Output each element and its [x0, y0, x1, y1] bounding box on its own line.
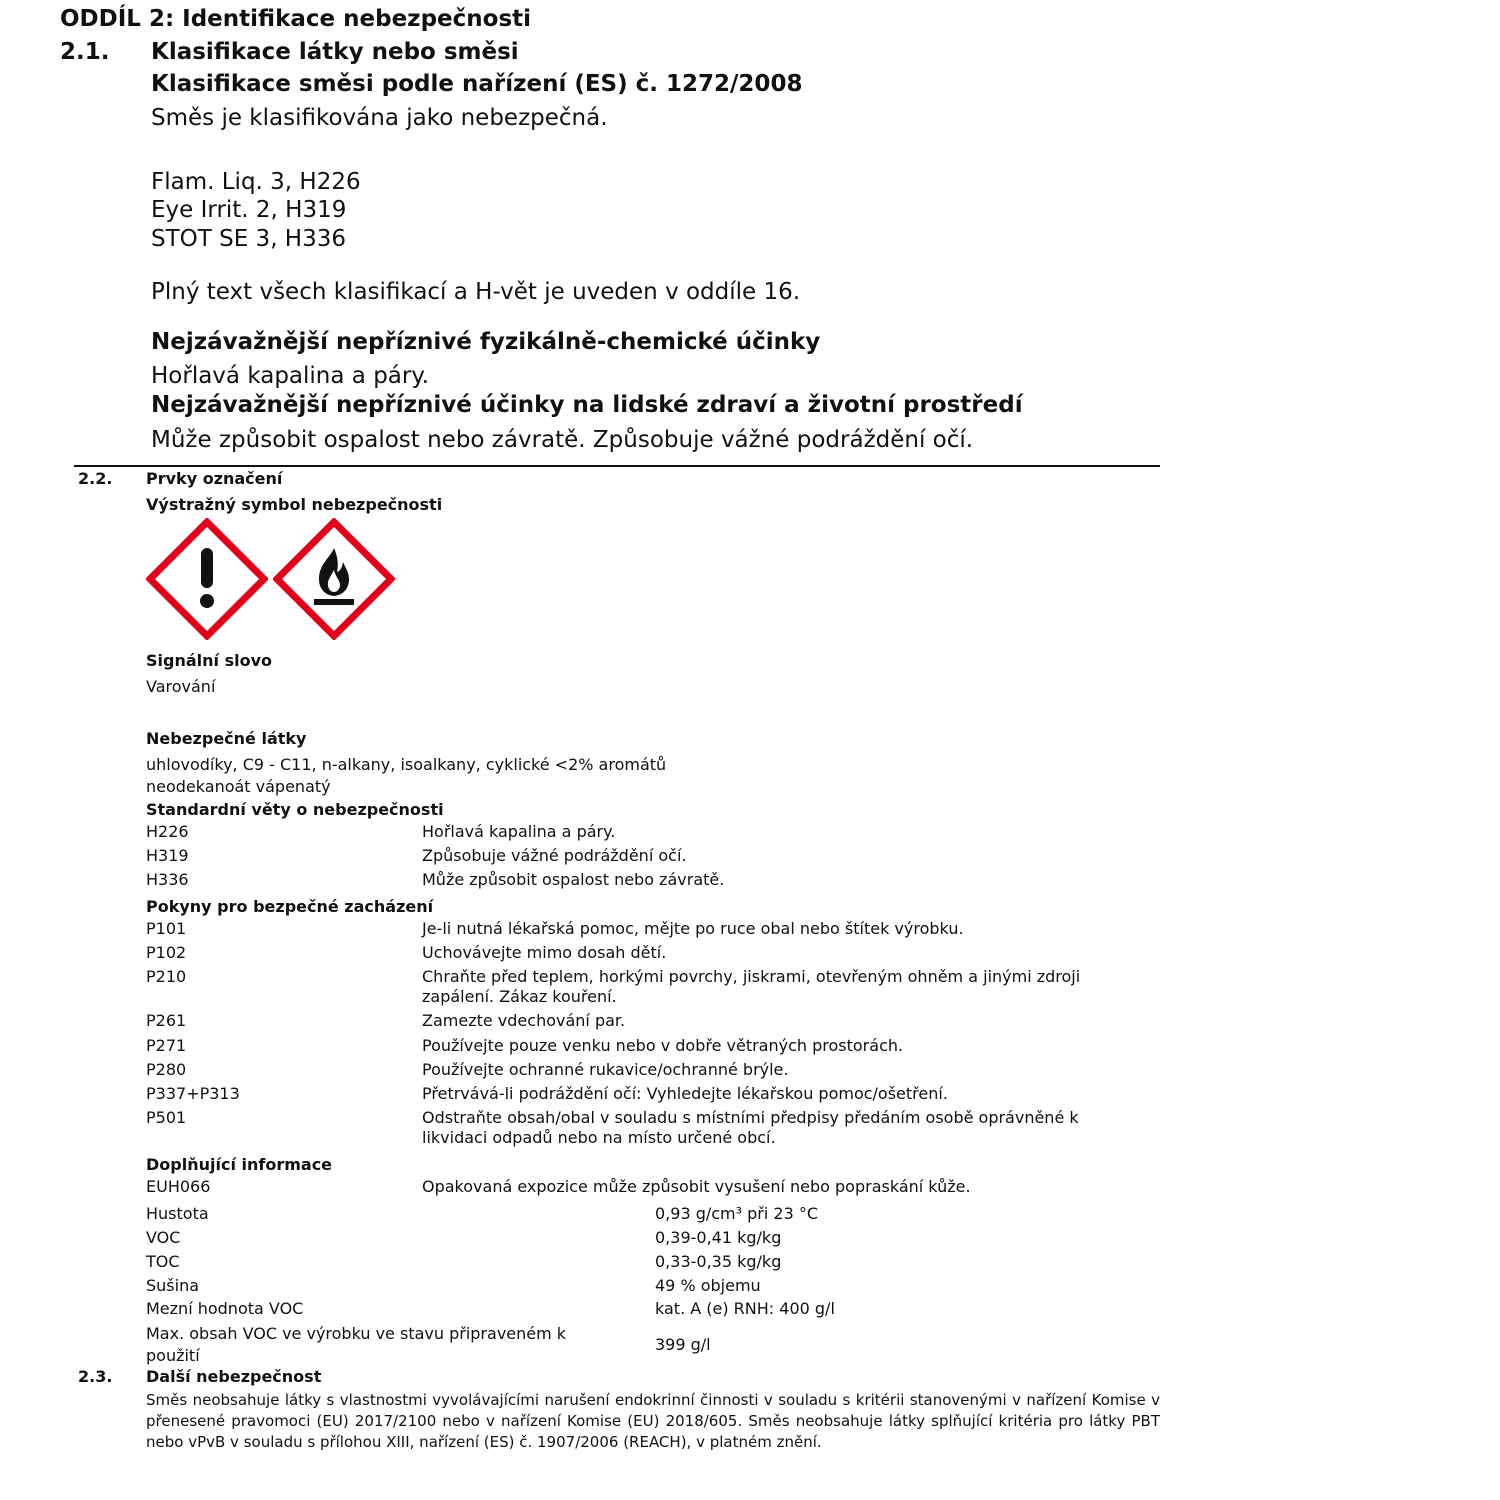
p-code: P280	[146, 1060, 187, 1079]
s21-subtitle: Klasifikace směsi podle nařízení (ES) č. 1272/2008	[151, 71, 803, 97]
p-code: P337+P313	[146, 1084, 240, 1103]
s21-intro: Směs je klasifikována jako nebezpečná.	[151, 105, 608, 131]
section-title: ODDÍL 2: Identifikace nebezpečnosti	[60, 6, 532, 32]
p-text: Používejte pouze venku nebo v dobře větraných prostorách.	[422, 1036, 904, 1055]
property-value: kat. A (e) RNH: 400 g/l	[655, 1299, 835, 1318]
s22-title: Prvky označení	[146, 469, 283, 488]
full-text-note: Plný text všech klasifikací a H-vět je uveden v oddíle 16.	[151, 279, 801, 305]
substance-item: uhlovodíky, C9 - C11, n-alkany, isoalkany, cyklické <2% aromátů	[146, 755, 667, 774]
p-code: P501	[146, 1108, 187, 1127]
p-code: P261	[146, 1011, 187, 1030]
property-label: Sušina	[146, 1276, 200, 1295]
property-label: TOC	[146, 1252, 180, 1271]
h-statements-heading: Standardní věty o nebezpečnosti	[146, 800, 444, 819]
s23-number: 2.3.	[78, 1367, 113, 1386]
physchem-heading: Nejzávažnější nepříznivé fyzikálně-chemické účinky	[151, 329, 821, 355]
h-text: Způsobuje vážné podráždění očí.	[422, 846, 687, 865]
s23-text: Směs neobsahuje látky s vlastnostmi vyvolávajícími narušení endokrinní činnosti v souladu s kritérii stanovenými v nařízení Komise v přenesené pravomoci (EU) 2017/2100 nebo v nařízení Komise (EU) 2018/605. Směs neobsahuje látky splňující kritéria pro látky PBT nebo vPvB v souladu s přílohou XIII, nařízení (ES) č. 1907/2006 (REACH), v platném znění.	[146, 1391, 1160, 1451]
p-code: P101	[146, 919, 187, 938]
p-text: Přetrvává-li podráždění očí: Vyhledejte lékařskou pomoc/ošetření.	[422, 1084, 948, 1103]
property-label: VOC	[146, 1228, 181, 1247]
p-text: Uchovávejte mimo dosah dětí.	[422, 943, 667, 962]
health-text: Může způsobit ospalost nebo závratě. Způsobuje vážné podráždění očí.	[151, 427, 974, 453]
p-text: Odstraňte obsah/obal v souladu s místními předpisy předáním osobě oprávněné k likvidaci odpadů nebo na místo určené obcí.	[422, 1108, 1079, 1147]
s21-title: Klasifikace látky nebo směsi	[151, 39, 519, 65]
classification-item: Flam. Liq. 3, H226	[151, 169, 361, 195]
property-label: Mezní hodnota VOC	[146, 1299, 304, 1318]
substance-item: neodekanoát vápenatý	[146, 777, 331, 796]
h-code: H319	[146, 846, 189, 865]
physchem-text: Hořlavá kapalina a páry.	[151, 363, 429, 389]
s23-title: Další nebezpečnost	[146, 1367, 322, 1386]
signal-heading: Signální slovo	[146, 651, 272, 670]
h-code: H226	[146, 822, 189, 841]
property-label: Max. obsah VOC ve výrobku ve stavu připraveném k použití	[146, 1324, 567, 1365]
s21-number: 2.1.	[60, 39, 110, 65]
symbol-heading: Výstražný symbol nebezpečnosti	[146, 495, 443, 514]
s22-number: 2.2.	[78, 469, 113, 488]
classification-item: Eye Irrit. 2, H319	[151, 197, 347, 223]
health-heading: Nejzávažnější nepříznivé účinky na lidské zdraví a životní prostředí	[151, 392, 1023, 418]
property-label: Hustota	[146, 1204, 209, 1223]
property-value: 0,93 g/cm³ při 23 °C	[655, 1204, 819, 1223]
p-text: Je-li nutná lékařská pomoc, mějte po ruce obal nebo štítek výrobku.	[422, 919, 964, 938]
p-code: P102	[146, 943, 187, 962]
property-value: 49 % objemu	[655, 1276, 761, 1295]
property-value: 0,39-0,41 kg/kg	[655, 1228, 782, 1247]
p-code: P271	[146, 1036, 187, 1055]
p-code: P210	[146, 967, 187, 986]
p-text: Chraňte před teplem, horkými povrchy, jiskrami, otevřeným ohněm a jinými zdroji zapálení. Zákaz kouření.	[422, 967, 1081, 1006]
ghs02-flame-icon	[273, 518, 395, 640]
euh-text: Opakovaná expozice může způsobit vysušení nebo popraskání kůže.	[422, 1177, 971, 1196]
classification-item: STOT SE 3, H336	[151, 226, 347, 252]
p-text: Používejte ochranné rukavice/ochranné brýle.	[422, 1060, 789, 1079]
h-text: Může způsobit ospalost nebo závratě.	[422, 870, 725, 889]
property-value: 399 g/l	[655, 1335, 711, 1354]
p-text: Zamezte vdechování par.	[422, 1011, 626, 1030]
signal-word: Varování	[146, 677, 216, 696]
substances-heading: Nebezpečné látky	[146, 729, 307, 748]
h-text: Hořlavá kapalina a páry.	[422, 822, 616, 841]
p-statements-heading: Pokyny pro bezpečné zacházení	[146, 897, 434, 916]
h-code: H336	[146, 870, 189, 889]
property-value: 0,33-0,35 kg/kg	[655, 1252, 782, 1271]
euh-code: EUH066	[146, 1177, 211, 1196]
section-divider	[74, 465, 1160, 467]
ghs07-exclamation-icon	[146, 518, 268, 640]
supplementary-heading: Doplňující informace	[146, 1155, 333, 1174]
